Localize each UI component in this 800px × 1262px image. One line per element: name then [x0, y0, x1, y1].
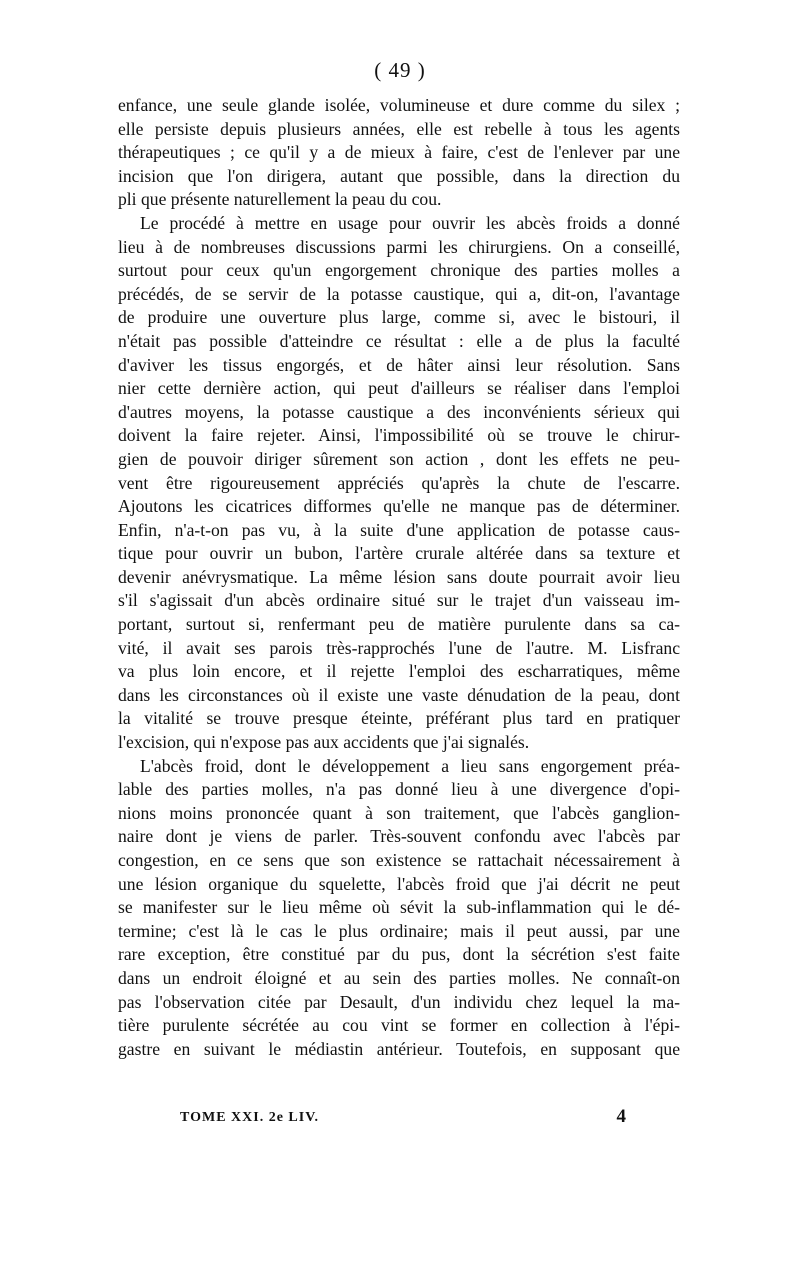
text-line: tière purulente sécrétée au cou vint se former en collection à l'épi- — [118, 1015, 680, 1036]
text-line: nions moins prononcée quant à son traitement, que l'abcès ganglion- — [118, 802, 680, 823]
text-line: portant, surtout si, renfermant peu de matière purulente dans sa ca- — [118, 614, 680, 635]
signature-number: 4 — [616, 1106, 626, 1127]
body-text — [118, 94, 680, 1061]
text-line: thérapeutiques ; ce qu'il y a de mieux à faire, c'est de l'enlever par une — [118, 142, 680, 163]
text-line: tique pour ouvrir un bubon, l'artère crurale altérée dans sa texture et — [118, 543, 680, 564]
text-line: une lésion organique du squelette, l'abcès froid que j'ai décrit ne peut — [118, 873, 680, 894]
text-line: précédés, de se servir de la potasse caustique, qui a, dit-on, l'avantage — [118, 283, 680, 304]
text-line: L'abcès froid, dont le développement a lieu sans engorgement préa- — [140, 755, 680, 776]
text-line: Enfin, n'a-t-on pas vu, à la suite d'une application de potasse caus- — [118, 519, 680, 540]
text-line: termine; c'est là le cas le plus ordinaire; mais il peut aussi, par une — [118, 920, 680, 941]
page-footer — [180, 1108, 630, 1132]
text-line: naire dont je viens de parler. Très-souvent confondu avec l'abcès par — [118, 826, 680, 847]
text-line: lieu à de nombreuses discussions parmi les chirurgiens. On a conseillé, — [118, 236, 680, 257]
text-line: lable des parties molles, n'a pas donné lieu à une divergence d'opi- — [118, 779, 680, 800]
page-number: ( 49 ) — [374, 58, 426, 82]
text-line: de produire une ouverture plus large, comme si, avec le bistouri, il — [118, 307, 680, 328]
text-line: pas l'observation citée par Desault, d'un individu chez lequel la ma- — [118, 991, 680, 1012]
text-line: incision que l'on dirigera, autant que possible, dans la direction du — [118, 165, 680, 186]
text-line: nier cette dernière action, qui peut d'ailleurs se réaliser dans l'emploi — [118, 378, 680, 399]
text-line: Le procédé à mettre en usage pour ouvrir les abcès froids a donné — [140, 212, 680, 233]
text-line: devenir anévrysmatique. La même lésion sans doute pourrait avoir lieu — [118, 566, 680, 587]
text-line: n'était pas possible d'atteindre ce résultat : elle a de plus la faculté — [118, 330, 680, 351]
text-line: dans les circonstances où il existe une vaste dénudation de la peau, dont — [118, 684, 680, 705]
text-line: s'il s'agissait d'un abcès ordinaire situé sur le trajet d'un vaisseau im- — [118, 590, 680, 611]
text-line: gien de pouvoir diriger sûrement son action , dont les effets ne peu- — [118, 448, 680, 469]
text-line: l'excision, qui n'expose pas aux accidents que j'ai signalés. — [118, 732, 530, 753]
text-line: dans un endroit éloigné et au sein des parties molles. Ne connaît-on — [118, 967, 680, 988]
text-line: vité, il avait ses parois très-rapprochés l'une de l'autre. M. Lisfranc — [118, 637, 680, 658]
text-line: d'autres moyens, la potasse caustique a des inconvénients sérieux qui — [118, 401, 680, 422]
text-line: gastre en suivant le médiastin antérieur. Toutefois, en supposant que — [118, 1038, 680, 1059]
text-line: doivent la faire rejeter. Ainsi, l'impossibilité où se trouve le chirur- — [118, 425, 680, 446]
text-line: surtout pour ceux qu'un engorgement chronique des parties molles a — [118, 260, 680, 281]
text-line: va plus loin encore, et il rejette l'emploi des escharratiques, même — [118, 661, 680, 682]
text-line: Ajoutons les cicatrices difformes qu'elle ne manque pas de déterminer. — [118, 496, 680, 517]
text-line: se manifester sur le lieu même où sévit la sub-inflammation qui le dé- — [118, 897, 680, 918]
text-line: la vitalité se trouve presque éteinte, préférant plus tard en pratiquer — [118, 708, 680, 729]
text-line: rare exception, être constitué par du pus, dont la sécrétion s'est faite — [118, 944, 680, 965]
text-line: congestion, en ce sens que son existence se rattachait nécessairement à — [118, 850, 680, 870]
text-line: enfance, une seule glande isolée, volumineuse et dure comme du silex ; — [118, 95, 680, 115]
text-line: d'aviver les tissus engorgés, et de hâter ainsi leur résolution. Sans — [118, 354, 680, 375]
text-line: elle persiste depuis plusieurs années, elle est rebelle à tous les agents — [118, 118, 680, 139]
text-line: pli que présente naturellement la peau du cou. — [118, 189, 442, 210]
text-line: vent être rigoureusement appréciés qu'après la chute de l'escarre. — [118, 472, 680, 493]
volume-signature: TOME XXI. 2e LIV. — [180, 1110, 320, 1125]
